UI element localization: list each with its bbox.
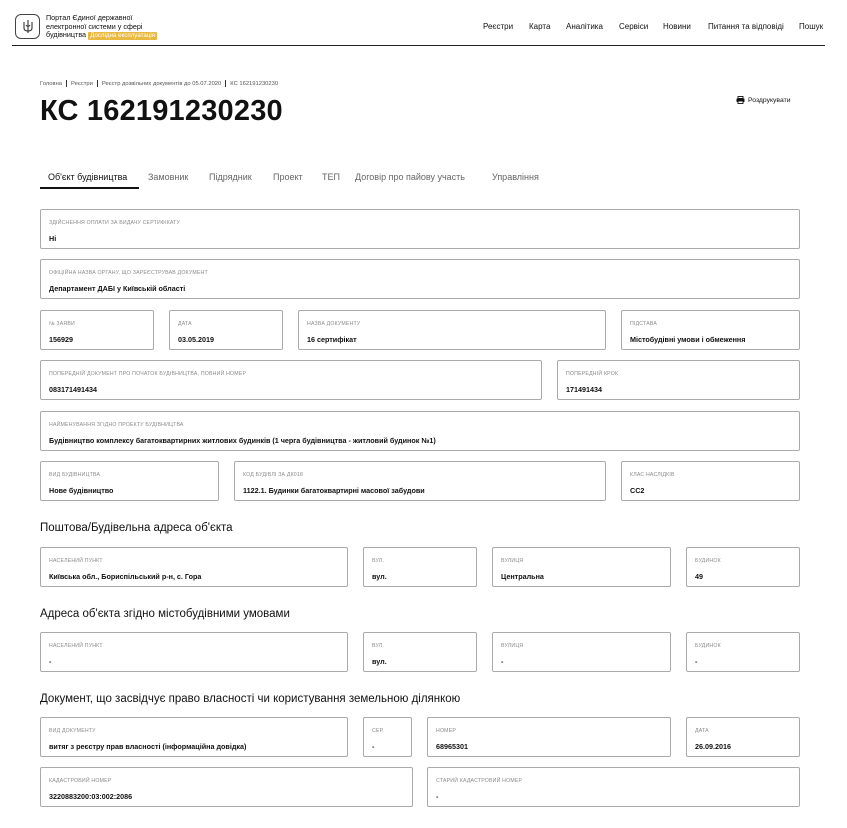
field-value: 3220883200:03:002:2086 [49,792,133,801]
breadcrumb-separator [66,80,67,87]
tab-project[interactable]: Проект [273,172,303,182]
field-land-series[interactable] [363,717,412,757]
field-cadastral-number[interactable] [40,767,413,807]
tab-object[interactable]: Об'єкт будівництва [48,172,128,182]
nav-map[interactable]: Карта [529,22,551,31]
header-divider [12,45,825,46]
field-building-code[interactable] [234,461,606,501]
field-value: вул. [372,657,387,666]
field-label: КОД БУДІВЛІ ЗА ДК018 [243,472,304,478]
field-label: ВУЛИЦЯ [501,558,524,564]
field-application-number[interactable] [40,310,154,350]
portal-title-line-2: електронної системи у сфері [46,21,143,31]
field-postal-street[interactable] [492,547,671,587]
field-value: 1122.1. Будинки багатоквартирні масової забудови [243,486,425,495]
breadcrumb [40,80,278,87]
field-value: 171491434 [566,385,602,394]
breadcrumb-separator [97,80,98,87]
tab-tep[interactable]: ТЕП [322,172,340,182]
field-label: НАСЕЛЕНИЙ ПУНКТ [49,558,103,564]
beta-badge: Дослідна експлуатація [90,32,156,40]
nav-registries[interactable]: Реєстри [483,22,514,31]
field-value: Департамент ДАБІ у Київській області [49,284,186,293]
field-label: ВИД БУДІВНИЦТВА [49,472,101,478]
field-planning-locality[interactable] [40,632,348,672]
active-tab-indicator [40,187,139,189]
field-postal-street-type[interactable] [363,547,477,587]
field-label: ПОПЕРЕДНІЙ ДОКУМЕНТ ПРО ПОЧАТОК БУДІВНИЦТВА, ПОВНИЙ НОМЕР [49,371,247,377]
tab-management[interactable]: Управління [492,172,539,182]
field-label: СТАРИЙ КАДАСТРОВИЙ НОМЕР [436,778,523,784]
field-label: ВУЛИЦЯ [501,643,524,649]
field-land-document-type[interactable] [40,717,348,757]
field-value: - [501,657,504,666]
breadcrumb-separator [225,80,226,87]
field-project-name[interactable] [40,411,800,451]
breadcrumb-current: КС 162191230230 [230,81,279,88]
portal-title-line-1: Портал Єдиної державної [46,13,133,22]
field-land-date[interactable] [686,717,800,757]
field-basis[interactable] [621,310,800,350]
field-value: - [695,657,698,666]
field-construction-type[interactable] [40,461,219,501]
field-document-name[interactable] [298,310,606,350]
field-value: Будівництво комплексу багатоквартирних житлових будинків (1 черга будівництва - житловий будинок №1) [49,436,436,445]
field-label: ВИД ДОКУМЕНТУ [49,728,96,734]
field-label: ПІДСТАВА [630,321,658,327]
field-label: ПОПЕРЕДНІЙ КРОК [566,371,619,377]
print-label: Роздрукувати [748,96,791,104]
section-title-land-document: Документ, що засвідчує право власності чи користування земельною ділянкою [40,693,461,705]
field-label: № ЗАЯВИ [49,321,75,327]
field-label: НОМЕР [436,728,457,734]
field-label: ДАТА [695,728,709,734]
field-value: витяг з реєстру прав власності (інформаційна довідка) [49,742,247,751]
field-planning-building[interactable] [686,632,800,672]
nav-analytics[interactable]: Аналітика [566,22,603,31]
field-previous-document[interactable] [40,360,542,400]
field-label: ВУЛ. [372,558,385,564]
section-title-planning-address: Адреса об'єкта згідно містобудівними умовами [40,608,290,620]
field-value: Ні [49,234,57,243]
field-value: - [436,792,439,801]
page-title: КС 162191230230 [40,95,283,127]
field-value: 03.05.2019 [178,335,214,344]
field-label: НАЙМЕНУВАННЯ ЗГІДНО ПРОЕКТУ БУДІВНИЦТВА [49,422,184,428]
field-value: 26.09.2016 [695,742,731,751]
field-label: НАСЕЛЕНИЙ ПУНКТ [49,643,103,649]
breadcrumb-home[interactable]: Головна [40,81,63,88]
field-date[interactable] [169,310,283,350]
field-planning-street-type[interactable] [363,632,477,672]
field-value: 156929 [49,335,73,344]
field-label: ОФІЦІЙНА НАЗВА ОРГАНУ, ЩО ЗАРЕЄСТРУВАВ ДОКУМЕНТ [49,270,208,276]
tab-customer[interactable]: Замовник [148,172,189,182]
trident-icon [22,19,34,34]
field-land-number[interactable] [427,717,671,757]
field-value: - [372,742,375,751]
tab-equity-agreement[interactable]: Договір про пайову участь [355,172,465,182]
field-label: БУДИНОК [695,558,721,564]
field-old-cadastral-number[interactable] [427,767,800,807]
nav-search[interactable]: Пошук [799,22,824,31]
field-value: 16 сертифікат [307,335,357,344]
field-value: Центральна [501,572,544,581]
field-value: вул. [372,572,387,581]
printer-icon [736,96,745,104]
field-value: 49 [695,572,703,581]
field-label: КЛАС НАСЛІДКІВ [630,472,675,478]
field-value: Нове будівництво [49,486,114,495]
breadcrumb-registry[interactable]: Реєстр дозвільних документів до 05.07.2020 [101,81,222,88]
nav-services[interactable]: Сервіси [619,22,649,31]
field-value: 083171491434 [49,385,97,394]
field-value: - [49,657,52,666]
field-authority[interactable] [40,259,800,299]
breadcrumb-registries[interactable]: Реєстри [71,81,93,88]
field-postal-locality[interactable] [40,547,348,587]
field-label: БУДИНОК [695,643,721,649]
field-value: СС2 [630,486,645,495]
field-value: Містобудівні умови і обмеження [630,335,746,344]
print-button[interactable] [736,96,791,104]
field-label: НАЗВА ДОКУМЕНТУ [307,321,361,327]
tab-contractor[interactable]: Підрядник [209,172,252,182]
portal-title-line-3: будівництва [46,30,87,40]
portal-title[interactable] [46,14,176,40]
nav-faq[interactable]: Питання та відповіді [708,22,784,31]
field-value: 68965301 [436,742,468,751]
field-planning-street[interactable] [492,632,671,672]
field-postal-building[interactable] [686,547,800,587]
field-label: ЗДІЙСНЕННЯ ОПЛАТИ ЗА ВИДАЧУ СЕРТИФІКАТУ [49,220,181,226]
coat-of-arms-logo[interactable] [15,14,40,39]
field-value: Київська обл., Бориспільський р-н, с. Гора [49,572,202,581]
section-title-postal-address: Поштова/Будівельна адреса об'єкта [40,522,233,534]
field-previous-step[interactable] [557,360,800,400]
field-label: СЕР. [372,728,384,734]
nav-news[interactable]: Новини [663,22,691,31]
field-label: КАДАСТРОВИЙ НОМЕР [49,778,112,784]
field-consequence-class[interactable] [621,461,800,501]
field-label: ВУЛ. [372,643,385,649]
site-header [0,0,847,46]
field-payment[interactable] [40,209,800,249]
field-label: ДАТА [178,321,192,327]
